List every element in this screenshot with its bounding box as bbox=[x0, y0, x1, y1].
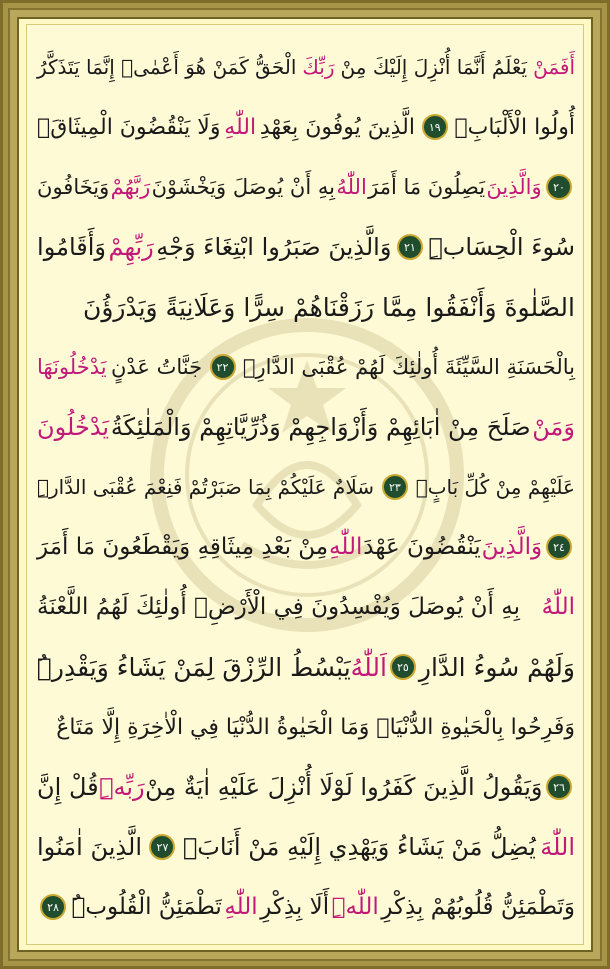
mushaf-page bbox=[26, 24, 584, 945]
verse-text: وَفَرِحُوا بِالْحَيٰوةِ الدُّنْيَاۜ وَمَا الْحَيٰوةُ الدُّنْيَا فِي الْاٰخِرَةِ إِلَّا مَتَاعٌ bbox=[56, 714, 575, 740]
text-line bbox=[37, 637, 575, 697]
ayah-number-marker: ٢٧ bbox=[149, 834, 175, 860]
ayah-number-marker: ٢٣ bbox=[382, 474, 408, 500]
verse-text: جَنَّاتُ عَدْنٍ bbox=[110, 355, 203, 379]
highlighted-word: اللّٰهِ bbox=[224, 894, 258, 920]
verse-text: أَلَا بِذِكْرِ bbox=[260, 894, 330, 920]
highlighted-word: رَبِّكَ bbox=[302, 55, 335, 79]
verse-text: الَّذِينَ يُوفُونَ بِعَهْدِ bbox=[259, 114, 415, 140]
verse-text: صَلَحَ مِنْ اٰبَائِهِمْ وَأَزْوَاجِهِمْ وَذُرِّيَّاتِهِمْ وَالْمَلٰئِكَةُ bbox=[110, 413, 531, 441]
verse-text: يَعْلَمُ أَنَّمَا أُنْزِلَ إِلَيْكَ مِنْ bbox=[340, 55, 528, 79]
verse-text: عَلَيْهِمْ مِنْ كُلِّ بَابٍۚ bbox=[415, 475, 575, 499]
verse-text: وَأَقَامُوا bbox=[37, 233, 106, 261]
verse-text: الصَّلٰوةَ وَأَنْفَقُوا مِمَّا رَزَقْنَاهُمْ سِرًّا وَعَلَانِيَةً وَيَدْرَؤُنَ bbox=[82, 292, 575, 322]
ayah-number-marker: ٢٤ bbox=[546, 534, 572, 560]
text-line bbox=[37, 817, 575, 877]
ayah-number-marker: ٢٥ bbox=[390, 654, 416, 680]
verse-text: الَّذِينَ اٰمَنُوا bbox=[37, 833, 142, 861]
verse-text: بِهِ أَنْ يُوصَلَ وَيُفْسِدُونَ فِي الْأَرْضِۙ أُولٰئِكَ لَهُمُ اللَّعْنَةُ bbox=[37, 594, 520, 620]
ayah-number-marker: ٢٢ bbox=[210, 354, 236, 380]
verse-text: مِنْ بَعْدِ مِيثَاقِهِ وَيَقْطَعُونَ مَا أَمَرَ bbox=[37, 534, 329, 560]
text-line bbox=[37, 37, 575, 97]
verse-text: بِهِ أَنْ يُوصَلَ وَيَخْشَوْنَ bbox=[151, 175, 335, 199]
verse-text: سُوءَ الْحِسَابِۜ bbox=[428, 233, 575, 261]
text-line bbox=[37, 337, 575, 397]
highlighted-word: وَمَنْ bbox=[532, 413, 575, 441]
verse-text: تَطْمَئِنُّ الْقُلُوبُۜ bbox=[71, 894, 222, 920]
highlighted-word: اللّٰهُ bbox=[541, 594, 575, 620]
text-line bbox=[37, 97, 575, 157]
text-line bbox=[37, 517, 575, 577]
highlighted-word: يَدْخُلُونَ bbox=[37, 413, 110, 441]
highlighted-word: اللّٰهِۜ bbox=[331, 894, 379, 920]
verse-text: بِالْحَسَنَةِ السَّيِّئَةَ أُولٰئِكَ لَهُمْ عُقْبَى الدَّارِۙ bbox=[242, 355, 575, 379]
highlighted-word: اللّٰهَ bbox=[540, 833, 575, 861]
verse-text: وَلَهُمْ سُوءُ الدَّارِ bbox=[418, 652, 575, 682]
text-line bbox=[37, 217, 575, 277]
highlighted-word: رَبَّهُمْ bbox=[110, 175, 151, 199]
verse-text: يَبْسُطُ الرِّزْقَ لِمَنْ يَشَاءُ وَيَقْدِرُۜ bbox=[36, 652, 351, 682]
text-line bbox=[37, 157, 575, 217]
highlighted-word: رَبِّهِۜ bbox=[99, 773, 145, 801]
verse-text: سَلَامٌ عَلَيْكُمْ بِمَا صَبَرْتُمْ فَنِعْمَ عُقْبَى الدَّارِۜ bbox=[37, 475, 375, 499]
text-line bbox=[37, 397, 575, 457]
highlighted-word: اللّٰهُ bbox=[336, 175, 367, 199]
text-lines bbox=[27, 25, 584, 945]
verse-text: أُولُوا الْأَلْبَابِۙ bbox=[454, 114, 575, 140]
ayah-number-marker: ٢٨ bbox=[40, 894, 66, 920]
verse-text: وَيَقُولُ الَّذِينَ كَفَرُوا لَوْلَا أُنْزِلَ عَلَيْهِ اٰيَةٌ مِنْ bbox=[145, 773, 543, 801]
highlighted-word: وَالَّذِينَ bbox=[481, 534, 543, 560]
text-line bbox=[37, 277, 575, 337]
verse-text: وَلَا يَنْقُضُونَ الْمِيثَاقَۙ bbox=[37, 114, 221, 140]
text-line bbox=[37, 577, 575, 637]
highlighted-word: اللّٰهِ bbox=[329, 534, 363, 560]
highlighted-word: اللّٰهِ bbox=[224, 114, 257, 140]
verse-text: وَيَخَافُونَ bbox=[37, 175, 110, 199]
verse-text: وَتَطْمَئِنُّ قُلُوبُهُمْ بِذِكْرِ bbox=[381, 894, 575, 920]
verse-text: يَنْقُضُونَ عَهْدَ bbox=[363, 534, 481, 560]
highlighted-word: يَدْخُلُونَهَا bbox=[37, 355, 107, 379]
highlighted-word: رَبِّهِمْ bbox=[108, 233, 154, 261]
ayah-number-marker: ٢٠ bbox=[546, 174, 572, 200]
verse-text: يُضِلُّ مَنْ يَشَاءُ وَيَهْدِي إِلَيْهِ مَنْ أَنَابَۚ bbox=[182, 833, 536, 861]
text-line bbox=[37, 457, 575, 517]
verse-text: وَالَّذِينَ صَبَرُوا ابْتِغَاءَ وَجْهِ bbox=[156, 233, 392, 261]
highlighted-word: اَللّٰهُ bbox=[350, 652, 387, 682]
verse-text: يَصِلُونَ مَا أَمَرَ bbox=[368, 175, 486, 199]
ayah-number-marker: ٢٦ bbox=[546, 774, 572, 800]
highlighted-word: وَالَّذِينَ bbox=[486, 175, 542, 199]
highlighted-word: أَفَمَنْ bbox=[533, 55, 575, 79]
text-line bbox=[37, 877, 575, 937]
verse-text: الْحَقُّ كَمَنْ هُوَ أَعْمٰىۜ إِنَّمَا يَتَذَكَّرُ bbox=[37, 55, 297, 79]
ayah-number-marker: ١٩ bbox=[422, 114, 448, 140]
verse-text: قُلْ إِنَّ bbox=[37, 773, 99, 801]
text-line bbox=[37, 697, 575, 757]
ayah-number-marker: ٢١ bbox=[397, 234, 423, 260]
text-line bbox=[37, 757, 575, 817]
